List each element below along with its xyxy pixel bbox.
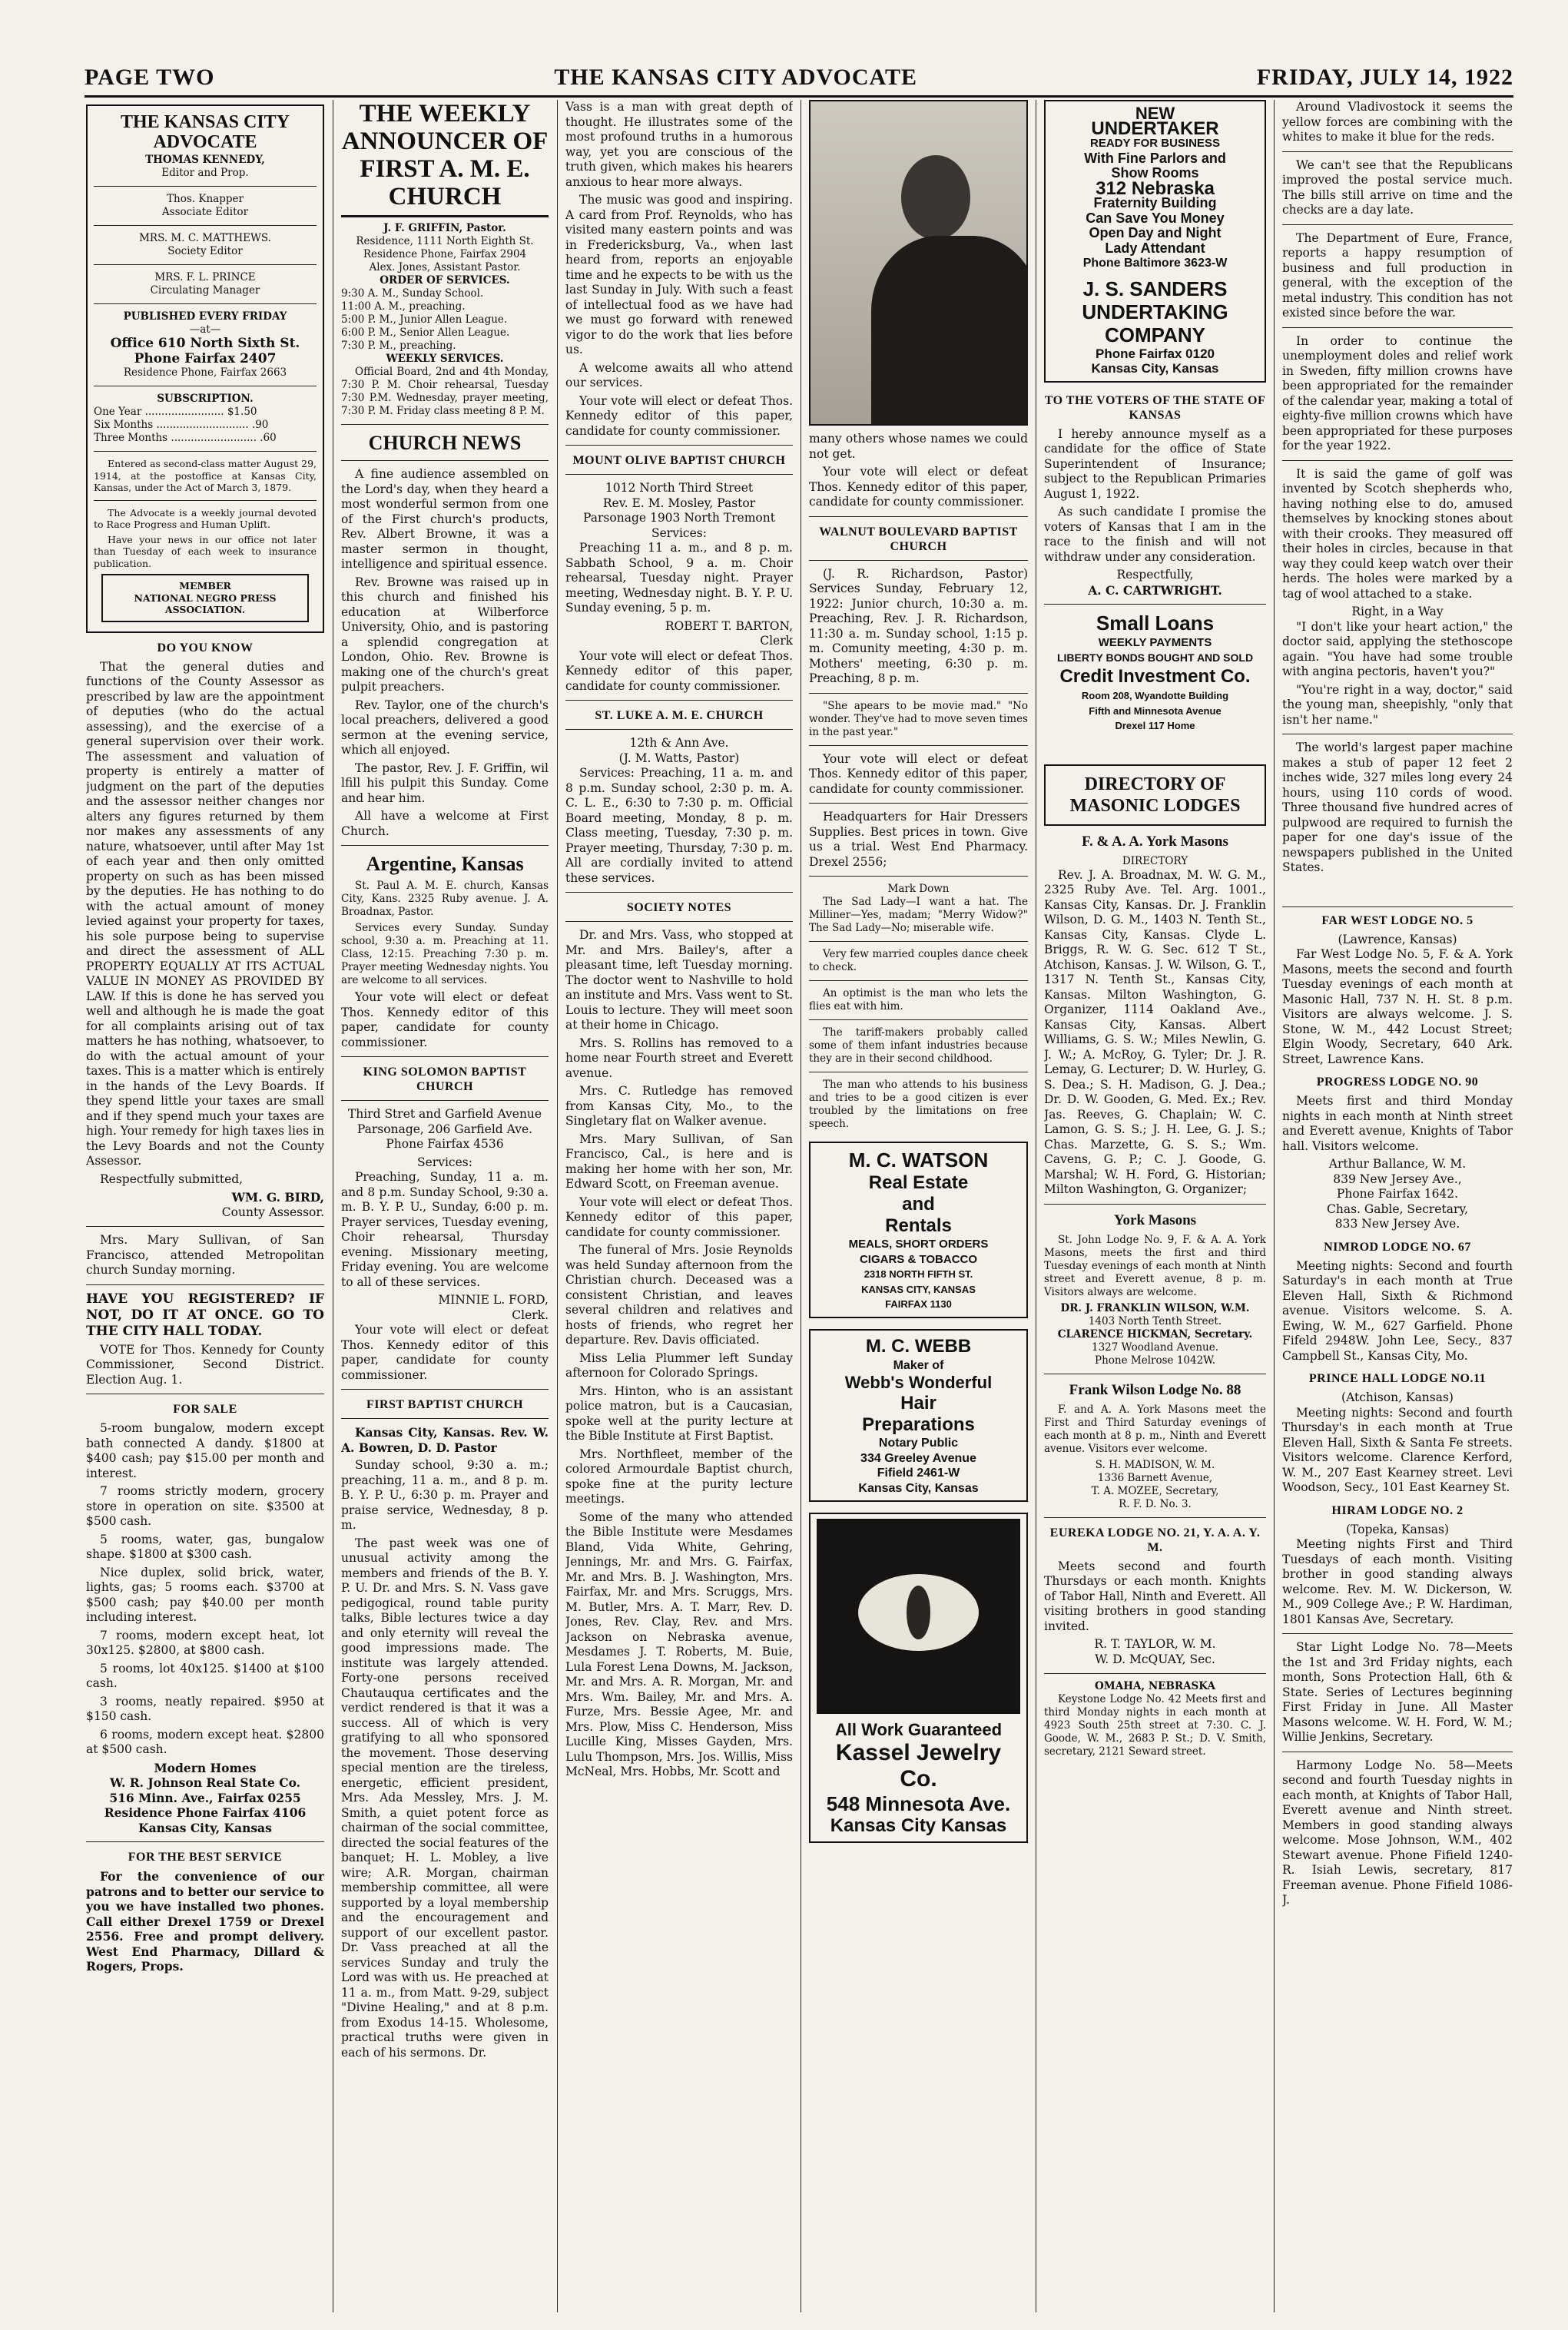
church-news-item: The pastor, Rev. J. F. Griffin, wil lfill his pulpit this Sunday. Come and hear him. [341,761,549,805]
eye-illustration [817,1519,1020,1714]
eureka-officer: W. D. McQUAY, Sec. [1095,1652,1215,1666]
joke-movie-mad: "She apears to be movie mad." "No wonder. They've had to move seven times in the past year." [809,699,1028,738]
walnut-boulevard-heading: WALNUT BOULEVARD BAPTIST CHURCH [819,525,1018,553]
column-rule [557,100,558,2312]
for-sale-heading: FOR SALE [173,1403,237,1416]
progress-text: Meets first and third Monday nights in each month at Ninth street and Everett avenue, Knights of Tabor hall. Visitors welcome. [1282,1094,1513,1153]
service-item: 6:00 P. M., Senior Allen League. [341,326,510,339]
column-6 [1282,100,1513,2312]
argentine-heading: Argentine, Kansas [366,853,524,875]
service-item: 7:30 P. M., preaching. [341,340,456,352]
order-of-services: ORDER OF SERVICES. [380,274,510,287]
society-note: Some of the many who attended the Bible Institute were Mesdames Bland, Vida White, Gehring, Jennings, Mr. and Mrs. G. Fairfax, Mr. and Mrs. B. J. Washington, Mrs. Fairfax, Mr. and Mrs. Scruggs, Mrs. M. Butler, Mrs. A. T. Marr, Rev. D. Jones, Rev. Clay, Rev. and Mrs. Jackson on Nebraska avenue, Mesdames J. T. Roberts, M. Buie, Lula Forest Lena Downs, M. Jackson, Mr. and Mrs. A. R. Morgan, Mr. and Mrs. Wm. Bailey, Mr. and Mrs. A. Furze, Mrs. Bessie Agee, Mr. and Mrs. Plow, Miss C. Henderson, Miss Lucille King, Misses Gayden, Mrs. Lulu Thompson, Mrs. Jos. Willis, Miss McNeal, Mrs. Hobbs, Mr. Scott and [565,1510,793,1778]
undertaker-line: READY FOR BUSINESS [1090,137,1220,150]
church-news-item: A fine audience assembled on the Lord's day, when they heard a most wonderful sermon from one of the First church's products, Rev. Albert Browne, it was a master sermon in thought, intelligence and spiritual essence. [341,467,549,571]
first-baptist-services: Sunday school, 9:30 a. m.; preaching, 11 a. m., and 8 p. m. B. Y. P. U., 6:30 p. m. Prayer and praise service, Wednesday, 8 p. m. [341,1458,549,1532]
king-solomon-services-label: Services: [417,1155,472,1169]
staff-name: MRS. F. L. PRINCE [154,271,256,283]
vote-notice: Your vote will elect or defeat Thos. Kennedy editor of this paper, candidate for county commissioner. [565,648,793,693]
subscription-title: SUBSCRIPTION. [157,393,254,405]
society-note: Mrs. C. Rutledge has removed from Kansas City, Mo., to the Singletary flat on Walker avenue. [565,1084,793,1128]
sanders-line: UNDERTAKING [1082,300,1228,323]
joke: An optimist is the man who lets the flies eat with him. [809,987,1028,1013]
kassel-name: Kassel Jewelry Co. [835,1740,1002,1791]
do-you-know-closing: Respectfully submitted, [100,1172,244,1186]
masthead [85,60,1513,98]
society-note: The funeral of Mrs. Josie Reynolds was held Sunday afternoon from the Christian church. Deceased was a consistent Christian, and leaves several children and relatives and hosts of friends, who regret her departure. Rev. Davis officiated. [565,1243,793,1347]
mount-olive-signature: ROBERT T. BARTON, [665,618,793,633]
staff-name: Thos. Knapper [167,193,244,205]
society-note: Mrs. Mary Sullivan, of San Francisco, Cal., is here and is making her home with her son, Mr. Edward Scott, on Freeman avenue. [565,1132,793,1191]
frank-wilson-heading: Frank Wilson Lodge No. 88 [1069,1381,1241,1398]
mount-olive-services: Preaching 11 a. m., and 8 p. m. Sabbath School, 9 a. m. Choir rehearsal, Tuesday night. Prayer meeting, Wednesday night. B. Y. P. U. Sunday evening, 5 p. m. [565,541,793,615]
sale-listing: 5 rooms, lot 40x125. $1400 at $100 cash. [86,1661,324,1690]
undertaker-ad [1044,100,1266,383]
service-item: 5:00 P. M., Junior Allen League. [341,313,508,326]
mark-down-joke: The Sad Lady—I want a hat. The Milliner—Yes, madam; "Merry Widow?" The Sad Lady—No; miserable wife. [809,896,1028,934]
column-rule [1274,100,1275,2312]
york-masons-officer: CLARENCE HICKMAN, Secretary. [1057,1327,1253,1341]
first-baptist-continued: A welcome awaits all who attend our services. [565,360,793,389]
sanders-line: Kansas City, Kansas [1091,361,1219,376]
church-news-item: Rev. Taylor, one of the church's local preachers, delivered a good sermon at the evening service, which all enjoyed. [341,698,549,757]
york-masons-officer: DR. J. FRANKLIN WILSON, W.M. [1060,1301,1250,1314]
news-note: Around Vladivostock it seems the yellow forces are combining with the whites to make it blue for the reds. [1282,100,1513,144]
undertaker-line: With Fine Parlors and [1084,150,1226,166]
member-label: MEMBER [179,580,231,592]
nimrod-text: Meeting nights: Second and fourth Saturday's in each month at True Eleven Hall, Sixth & Richmond avenue. Visitors welcome. S. A. Ewing, W. M., 627 Garfield. Phone Fifeld 2948W. John Lee, Secy., 837 Campbell St., Kansas City, Mo. [1282,1258,1513,1363]
pastor-name: J. F. GRIFFIN, Pastor. [383,222,506,234]
york-masons-heading: F. & A. A. York Masons [1082,833,1228,850]
webb-ad [809,1329,1028,1503]
news-note: In order to continue the unemployment doles and relief work in Sweden, fifty million crowns have been appropriated for the remainder of the calendar year, making a total of eighty-five million crowns which have been appropriated for these purposes for the year 1922. [1282,333,1513,452]
york-masons-officer: Phone Melrose 1042W. [1095,1354,1215,1367]
office-phone: Phone Fairfax 2407 [134,350,277,366]
realty-address: 516 Minn. Ave., Fairfax 0255 [109,1790,301,1805]
york-masons-officer: 1403 North Tenth Street. [1088,1314,1222,1327]
progress-officer: 839 New Jersey Ave., [1333,1172,1462,1186]
frank-wilson-officer: S. H. MADISON, W. M. [1095,1458,1215,1471]
sale-listing: Nice duplex, solid brick, water, lights, gas; 5 rooms each. $3700 at $500 cash; pay $40.00 per month including interest. [86,1565,324,1624]
webb-line: Webb's Wonderful [844,1373,993,1392]
omaha-heading: OMAHA, NEBRASKA [1095,1680,1215,1692]
far-west-heading: FAR WEST LODGE NO. 5 [1321,913,1474,927]
sale-listing: 5-room bungalow, modern except bath connected A dandy. $1800 at $400 cash; pay $15.00 per month and interest. [86,1421,324,1480]
published-line: PUBLISHED EVERY FRIDAY [123,310,287,323]
undertaker-line: Lady Attendant [1105,240,1205,256]
watson-line: and [902,1194,935,1215]
right-in-a-way-heading: Right, in a Way [1351,605,1444,618]
argentine-services: Services every Sunday. Sunday school, 9:30 a. m. Preaching at 11. Class, 12:15. Preaching 7:30 p. m. Prayer meeting Wednesday nights. You are welcome to all services. [341,922,549,986]
realty-phone: Residence Phone Fairfax 4106 [104,1805,307,1820]
pastor-residence: Residence, 1111 North Eighth St. [356,235,534,247]
star-light-text: Star Light Lodge No. 78—Meets the 1st and 3rd Friday nights, each month, Sons Protection Hall, 6th & State. Series of Lectures beginning First Friday in June. All Master Masons welcome. W. H. Ford, W. M.; Willie Jenkins, Secretary. [1282,1640,1513,1744]
king-solomon-signature: MINNIE L. FORD, [438,1293,549,1307]
weekly-services: WEEKLY SERVICES. [386,353,504,365]
king-solomon-clerk: Clerk. [512,1308,549,1322]
vote-notice: Your vote will elect or defeat Thos. Kennedy editor of this paper, candidate for county commissioner. [809,465,1028,509]
watson-ad [809,1142,1028,1318]
kassel-line: All Work Guaranteed [834,1720,1003,1739]
rate-row: One Year ........................ $1.50 [94,406,257,418]
right-in-a-way-text: "You're right in a way, doctor," said the young man, sheepishly, "only that isn't her name." [1282,682,1513,727]
society-notes-heading: SOCIETY NOTES [626,901,732,914]
staff-name: MRS. M. C. MATTHEWS. [139,232,271,244]
society-continued: many others whose names we could not get. [809,432,1028,461]
assistant-pastor: Alex. Jones, Assistant Pastor. [369,261,521,273]
hiram-location: (Topeka, Kansas) [1345,1522,1450,1536]
paper-title: THE KANSAS CITY ADVOCATE [120,112,290,152]
frank-wilson-officer: 1336 Barnett Avenue, [1097,1471,1213,1484]
sanders-line: COMPANY [1105,323,1205,346]
mount-olive-pastor: Rev. E. M. Mosley, Pastor [602,495,756,510]
vote-notice: Your vote will elect or defeat Thos. Kennedy editor of this paper, candidate for county commissioner. [341,1323,549,1382]
loans-line: Drexel 117 Home [1115,720,1195,731]
portrait-photo [809,100,1028,426]
sanders-line: J. S. SANDERS [1082,277,1228,300]
progress-officer: Arthur Ballance, W. M. [1328,1157,1467,1171]
webb-line: Maker of [893,1358,944,1372]
column-5 [1044,100,1266,2312]
joke: The tariff-makers probably called some of them infant industries because they are in their second childhood. [809,1026,1028,1065]
society-note: Mrs. Hinton, who is an assistant police matron, but is a Caucasian, spoke well at the purity lecture at the Bible Institute at First Baptist. [565,1384,793,1443]
voters-closing: Respectfully, [1116,568,1194,582]
masthead-box [86,104,324,633]
loans-line: Room 208, Wyandotte Building [1081,690,1229,701]
watson-line: MEALS, SHORT ORDERS [848,1238,989,1251]
column-1 [86,100,324,2312]
prince-hall-heading: PRINCE HALL LODGE NO.11 [1308,1372,1487,1385]
sale-listing: 7 rooms, modern except heat, lot 30x125. $2800, at $800 cash. [86,1628,324,1657]
webb-line: Kansas City, Kansas [858,1481,979,1495]
king-solomon-heading: KING SOLOMON BAPTIST CHURCH [363,1066,527,1093]
voters-signature: A. C. CARTWRIGHT. [1088,582,1222,598]
loans-line: LIBERTY BONDS BOUGHT AND SOLD [1056,651,1254,664]
residence-phone: Residence Phone, Fairfax 2663 [123,366,287,379]
first-baptist-heading: FIRST BAPTIST CHURCH [366,1398,524,1411]
frank-wilson-text: F. and A. A. York Masons meet the First and Third Saturday evenings of each month at 8 p. m., Ninth and Everett avenue. Visitors ever welcome. [1044,1403,1266,1455]
joke: Very few married couples dance cheek to check. [809,948,1028,973]
st-luke-pastor: (J. M. Watts, Pastor) [618,751,740,765]
weekly-notice: The Advocate is a weekly journal devoted to Race Progress and Human Uplift. [94,506,317,530]
undertaker-line: Show Rooms [1111,165,1199,181]
society-note: Mrs. S. Rollins has removed to a home near Fourth street and Everett avenue. [565,1036,793,1080]
vote-notice: VOTE for Thos. Kennedy for County Commissioner, Second District. Election Aug. 1. [86,1342,324,1387]
first-baptist-pastor: Kansas City, Kansas. Rev. W. A. Bowren, D. D. Pastor [341,1425,549,1455]
webb-line: Preparations [862,1414,975,1435]
first-baptist-continued: Vass is a man with great depth of thought. He illustrates some of the most profound truths in a humorous way, yet you are conscious of the truth given, which makes his hearers anxious to hear more always. [565,100,793,189]
mark-down-heading: Mark Down [887,883,950,895]
eureka-heading: EUREKA LODGE NO. 21, Y. A. A. Y. M. [1049,1526,1261,1554]
hair-dressers-ad: Headquarters for Hair Dressers Supplies. Best prices in town. Give us a trial. West End Pharmacy. Drexel 2556; [809,810,1028,869]
webb-line: Notary Public [878,1437,959,1450]
prince-hall-location: (Atchison, Kansas) [1341,1390,1454,1404]
news-notice: Have your news in our office not later than Tuesday of each week to insurance publication. [94,533,317,569]
frank-wilson-officer: T. A. MOZEE, Secretary, [1091,1484,1219,1497]
portrait-body [871,236,1028,424]
undertaker-line: Fraternity Building [1093,195,1217,210]
harmony-text: Harmony Lodge No. 58—Meets second and fourth Tuesday nights in each month, at Knights of Tabor Hall, Everett avenue and Ninth street. Members in good standing always welcome. Mose Johnson, W.M., 402 Stewart avenue. Phone Fifield 1240-R. Isiah Lewis, secretary, 817 Freeman avenue. Phone Fifield 1086-J. [1282,1758,1513,1907]
webb-line: Fifield 2461-W [877,1467,960,1480]
do-you-know-role: County Assessor. [221,1205,324,1219]
mount-olive-clerk: Clerk [760,634,793,648]
far-west-text: Far West Lodge No. 5, F. & A. York Masons, meets the second and fourth Tuesday evenings of each month at Masonic Hall, 737 N. H. St. 8 p.m. Visitors are always welcome. J. S. Stone, W. M., 442 Locust Street; Elgin Woody, Secretary, 640 Ark. Street, Lawrence Kans. [1282,947,1513,1066]
watson-line: KANSAS CITY, KANSAS [861,1283,976,1295]
voters-text: I hereby announce myself as a candidate for the office of State Superintendent of Insurance; subject to the Republican Primaries August 1, 1922. [1044,426,1266,501]
york-masons-officer: 1327 Woodland Avenue. [1092,1341,1218,1354]
staff-role: Associate Editor [161,206,249,218]
column-4 [809,100,1028,2312]
news-note: It is said the game of golf was invented by Scotch shepherds who, having nothing else to do, amused themselves by knocking stones about with their crooks. They measured off their holes in circles, because in that way they could keep watch over their herds. The holes were marked by a tag of wool attached to a stake. [1282,466,1513,601]
page-number: PAGE TWO [85,65,215,90]
society-note: Dr. and Mrs. Vass, who stopped at Mr. and Mrs. Bailey's, after a pleasant time, left Tuesday morning. The doctor went to Nashville to hold an institute and Mrs. Vass went to St. Louis to lecture. They will meet soon at their home in Chicago. [565,928,793,1032]
mount-olive-services-label: Services: [651,525,707,540]
prince-hall-text: Meeting nights: Second and fourth Thursday's in each month at True Eleven Hall, Sixth & Santa Fe streets. Visitors welcome. Clarence Kerford, W. M., 207 East Kearney street. Levi Woodson, Secy., 101 East Kearney St. [1282,1405,1513,1494]
society-note: Mrs. Northfleet, member of the colored Armourdale Baptist church, spoke fine at the purity lecture meetings. [565,1447,793,1506]
paper-machine-note: The world's largest paper machine makes a stub of paper 12 feet 2 inches wide, 327 miles long every 24 hours, using 110 cords of wood. Three thousand five hundred acres of pulpwood are required to furnish the paper for one day's issue of the newspapers published in the United States. [1282,741,1513,874]
eureka-officer: R. T. TAYLOR, W. M. [1094,1637,1216,1651]
news-note: We can't see that the Republicans improved the postal service much. The bills still arrive on time and the checks are a day late. [1282,157,1513,217]
joke: The man who attends to his business and tries to be a good citizen is ever troubled by the limitations on free speech. [809,1079,1028,1130]
do-you-know-heading: DO YOU KNOW [157,641,254,655]
voters-heading: TO THE VOTERS OF THE STATE OF KANSAS [1044,393,1266,422]
nimrod-heading: NIMROD LODGE NO. 67 [1324,1240,1471,1254]
directory-title: DIRECTORY OF MASONIC LODGES [1069,774,1241,816]
york-masons-title: York Masons [1113,1211,1197,1228]
mount-olive-heading: MOUNT OLIVE BAPTIST CHURCH [572,454,786,467]
church-news-heading: CHURCH NEWS [368,432,522,454]
watson-line: 2318 NORTH FIFTH ST. [864,1268,973,1280]
hiram-text: Meeting nights First and Third Tuesdays of each month. Visiting brother in good standing always welcome. Rev. M. W. Dickerson, W. M., 909 College Ave.; P. W. Hardiman, 1801 Kansas Ave, Secretary. [1282,1537,1513,1626]
undertaker-line: Can Save You Money [1086,210,1225,226]
issue-date: FRIDAY, JULY 14, 1922 [1256,65,1513,90]
progress-officer: Chas. Gable, Secretary, [1327,1201,1468,1216]
watson-line: Rentals [885,1215,952,1236]
mount-olive-parsonage: Parsonage 1903 North Tremont [583,511,775,525]
king-solomon-services: Preaching, Sunday, 11 a. m. and 8 p.m. Sunday School, 9:30 a. m. B. Y. P. U., Sunday, 6:00 p. m. Prayer services, Tuesday evening, Choir rehearsal, Thursday evening. Missionary meeting, Friday evening. You are welcome to all of these services. [341,1170,549,1289]
hiram-heading: HIRAM LODGE NO. 2 [1331,1503,1464,1517]
news-note: The Department of Eure, France, reports a happy resumption of business and full production in general, with the exception of the metal industry. This condition has not existed since before the war. [1282,230,1513,320]
undertaker-line: UNDERTAKER [1091,118,1219,139]
loans-line: Small Loans [1096,612,1215,635]
directory-heading-box [1044,764,1266,826]
column-3 [565,100,793,2312]
church-news-item: Rev. Browne was raised up in this church and finished his education at Wilberforce University, Ohio, and is pastoring a splendid congregation at London, Ohio. Rev. Browne is making one of the church's great pulpit preachers. [341,575,549,694]
entered-notice: Entered as second-class matter August 29, 1914, at the postoffice at Kansas City, Kansas, under the Act of March 3, 1879. [94,458,317,493]
undertaker-line: NEW [1135,104,1175,123]
eureka-text: Meets second and fourth Thursdays or each month. Knights of Tabor Hall, Ninth and Everett. All visiting brothers in good standing invited. [1044,1559,1266,1633]
webb-line: Hair [900,1393,936,1414]
omaha-text: Keystone Lodge No. 42 Meets first and third Monday nights in each month at 4923 South 25th street at 7:30. C. J. Goode, W. M., 2683 P. St.; D. V. Smith, secretary, 2121 Seward street. [1044,1693,1266,1758]
vote-notice: Your vote will elect or defeat Thos. Kennedy editor of this paper, candidate for county commissioner. [341,990,549,1049]
staff-role: Society Editor [167,245,243,257]
paper-name: THE KANSAS CITY ADVOCATE [554,65,917,90]
undertaker-line: Phone Baltimore 3623-W [1082,257,1228,270]
realty-city: Kansas City, Kansas [138,1820,272,1835]
register-notice: HAVE YOU REGISTERED? IF NOT, DO IT AT ONCE. GO TO THE CITY HALL TODAY. [86,1291,324,1339]
progress-officer: 833 New Jersey Ave. [1334,1217,1460,1231]
argentine-text: St. Paul A. M. E. church, Kansas City, Kans. 2325 Ruby avenue. J. A. Broadnax, Pastor. [341,880,549,918]
right-in-a-way-text: "I don't like your heart action," the doctor said, applying the stethoscope again. "You have had some trouble with angina pectoris, haven't you?" [1282,619,1513,678]
at-line: —at— [189,323,221,336]
far-west-location: (Lawrence, Kansas) [1338,932,1457,946]
do-you-know-signature: WM. G. BIRD, [231,1190,324,1205]
sullivan-note: Mrs. Mary Sullivan, of San Francisco, attended Metropolitan church Sunday morning. [86,1233,324,1277]
york-masons-text: St. John Lodge No. 9, F. & A. A. York Masons, meets the first and third Tuesday evenings of each month at Ninth street and Everett avenue, 8 p. m. Visitors always are welcome. [1044,1233,1266,1298]
church-announcer-title: THE WEEKLY ANNOUNCER OF FIRST A. M. E. CHURCH [341,100,549,210]
column-2 [341,100,549,2312]
undertaker-line: Open Day and Night [1089,225,1222,240]
portrait-head [901,155,970,240]
sale-listing: 5 rooms, water, gas, bungalow shape. $1800 at $300 cash. [86,1532,324,1561]
st-luke-heading: ST. LUKE A. M. E. CHURCH [595,709,764,722]
loans-line: Credit Investment Co. [1059,666,1251,687]
sale-listing: 6 rooms, modern except heat. $2800 at $500 cash. [86,1727,324,1756]
staff-role: Circulating Manager [150,284,260,297]
watson-line: CIGARS & TOBACCO [859,1252,978,1266]
walnut-boulevard-services: (J. R. Richardson, Pastor) Services Sunday, February 12, 1922: Junior church, 10:30 a. m. Preaching, Rev. J. R. Richardson, 11:30 a. m. Sunday school, 1:15 p. m. Comunity meeting, 4:30 p. m. Mothers' meeting, 6:30 p. m. Preaching, 8 p. m. [809,566,1028,685]
watson-name: M. C. WATSON [848,1148,989,1172]
vote-notice: Your vote will elect or defeat Thos. Kennedy editor of this paper, candidate for county commissioner. [809,751,1028,796]
first-baptist-continued: The music was good and inspiring. A card from Prof. Reynolds, who has visited many eastern points and was in Fredericksburg, Va., when last heard from, reports an enjoyable time and he expects to be with us the last Sunday in July. With such a feast of intellectual food as we have had we must go forward with renewed vigor to do the work that lies before us. [565,193,793,356]
sanders-line: Phone Fairfax 0120 [1096,346,1215,361]
st-luke-address: 12th & Ann Ave. [629,736,729,750]
kassel-address: 548 Minnesota Ave. [826,1792,1011,1815]
kassel-city: Kansas City Kansas [830,1815,1007,1836]
sale-listing: 7 rooms strictly modern, grocery store in operation on site. $3500 at $500 cash. [86,1484,324,1528]
frank-wilson-officer: R. F. D. No. 3. [1119,1497,1192,1510]
society-note: Miss Lelia Plummer left Sunday afternoon for Colorado Springs. [565,1351,793,1380]
best-service-text: For the convenience of our patrons and to better our service to you we have installed two phones. Call either Drexel 1759 or Drexel 2556. Free and prompt delivery. West End Pharmacy, Dillard & Rogers, Props. [86,1869,324,1974]
watson-line: Real Estate [868,1172,969,1193]
vote-notice: Your vote will elect or defeat Thos. Kennedy editor of this paper, candidate for county commissioner. [565,393,793,438]
association-name: NATIONAL NEGRO PRESS ASSOCIATION. [134,592,277,615]
pastor-phone: Residence Phone, Fairfax 2904 [363,248,527,260]
staff-editor: THOMAS KENNEDY, [145,154,265,166]
st-luke-services: Services: Preaching, 11 a. m. and 8 p.m. Sunday school, 2:30 p. m. A. C. L. E., 6:30 to 7:30 p. m. Official Board meeting, Monday, 8 p. m. Class meeting, Tuesday, 7:30 p. m. Prayer meeting, Thursday, 7:30 p. m. All are cordially invited to attend these services. [565,766,793,885]
watson-line: FAIRFAX 1130 [885,1298,952,1310]
service-item: 9:30 A. M., Sunday School. [341,287,484,300]
mount-olive-address: 1012 North Third Street [605,481,754,495]
staff-role: Editor and Prop. [161,167,249,179]
church-news-item: All have a welcome at First Church. [341,809,549,838]
progress-heading: PROGRESS LODGE NO. 90 [1316,1076,1479,1089]
society-note: Your vote will elect or defeat Thos. Kennedy editor of this paper, candidate for county commissioner. [565,1195,793,1239]
realty-name: W. R. Johnson Real State Co. [109,1775,301,1790]
member-box [101,574,309,622]
rate-row: Six Months ............................ .90 [94,419,269,431]
weekly-services-text: Official Board, 2nd and 4th Monday, 7:30 P. M. Choir rehearsal, Tuesday 7:30 P.M. Wednesday, prayer meeting, 7:30 P. M. Friday class meeting 8 P. M. [341,366,549,417]
office-address: Office 610 North Sixth St. [110,336,300,351]
directory-subheading: DIRECTORY [1122,854,1188,867]
loans-line: Fifth and Minnesota Avenue [1089,704,1222,717]
york-masons-directory: Rev. J. A. Broadnax, M. W. G. M., 2325 Ruby Ave. Tel. Arg. 1001., Kansas City, Kansas. Dr. J. Franklin Wilson, D. G. M., 1403 N. Tenth St., Kansas City, Kansas. Clyde L. Briggs, R. W. G. Sec. 612 T St., Atchison, Kansas. J. W. Wilson, G. T., 1317 N. Tenth St., Kansas City, Kansas. Milton Washington, G. Organizer, 1114 Oakland Ave., Kansas City, Kansas. Albert Williams, G. S. W.; Miles Newlin, G. J. W.; A. McRoy, G. Tyler; Dr. J. R. Lemay, G. Lecturer; D. W. Hurley, G. S. Dea.; S. H. Madison, G. J. Dea.; Dr. D. W. Gooden, G. Med. Ex.; Rev. Jas. Reeves, G. Chaplain; W. C. Lamon, G. S. S.; J. H. Lee, G. J. S.; Chas. Marzette, G. S. S.; Wm. Cavens, G. P.; C. J. Goode, G. Marshal; W. H. Ford, G. Historian; Milton Washington, G. Organizer; [1044,867,1266,1196]
sale-listing: 3 rooms, neatly repaired. $950 at $150 cash. [86,1694,324,1723]
king-solomon-address: Third Stret and Garfield Avenue Parsonage, 206 Garfield Ave. Phone Fairfax 4536 [347,1107,542,1151]
best-service-heading: FOR THE BEST SERVICE [128,1851,283,1864]
kassel-ad [809,1513,1028,1843]
do-you-know-text: That the general duties and functions of the County Assessor as prescribed by law are the appointment of deputies (who do the actual assessing), and the exercise of a general supervision over their work. The assessment and valuation of property is entirely a matter of judgment on the part of the deputies and the assessor neither changes nor alters any figures returned by them nor makes any assessments of any nature, whatsoever, until after May 1st of each year and then only omitted property on such as has been missed by the deputies. He has nothing to do with the actual amount of money levied against your property for taxes, his sole purpose being to supervise and direct the assessment of ALL PROPERTY EQUALLY AT ITS ACTUAL VALUE IN MONEY AS PROVIDED BY LAW. If this is done he has served you well and although he is made the goat for all complaints arising out of tax matters he has nothing, whatsoever, to do with the actual amount of your taxes. This is a matter which is entirely in the hands of the Levy Boards. If they spend little your taxes are small and if they spend much your taxes are high. Your remedy for high taxes lies in the Levy Boards and not the County Assessor. [86,659,324,1168]
loans-line: WEEKLY PAYMENTS [1098,636,1212,649]
progress-officer: Phone Fairfax 1642. [1336,1187,1459,1201]
modern-homes: Modern Homes [154,1760,257,1775]
rate-row: Three Months .......................... .60 [94,432,277,444]
webb-line: 334 Greeley Avenue [860,1451,976,1465]
first-baptist-news: The past week was one of unusual activity among the members and friends of the B. Y. P. U. Dr. and Mrs. S. N. Vass gave pedigogical, round table purity talks, Bible lectures twice a day and only eternity will reveal the good impressions made. The institute was largely attended. Forty-one persons received Chautauqua certificates and the verdict rendered is that it was a success. All of which is very gratifying to all who sponsored the movement. Those deserving special mention are the tireless, energetic, efficient president, Mrs. Ada Messley, Mrs. J. M. Smith, a quiet potent force as chairman of the social committee, directed the social features of the banquet; H. L. Mobley, a live wire; A.R. Morgan, chairman membership committee, all were supported by a loyal membership and the encouragement and support of our excellent pastor. Dr. Vass preached at all the services Sunday and truly the Lord was with us. He preached at 11 a. m., from Matt. 9-29, subject "Divine Healing," and at 8 p.m. from Exodus 14-15. Wholesome, practical truths were given in each of his sermons. Dr. [341,1536,549,2060]
service-item: 11:00 A. M., preaching. [341,300,466,313]
eye-iris [907,1586,930,1639]
voters-text: As such candidate I promise the voters of Kansas that I am in the race to the finish and will not withdraw under any consideration. [1044,505,1266,564]
undertaker-line: 312 Nebraska [1096,177,1215,199]
webb-name: M. C. WEBB [865,1335,972,1357]
